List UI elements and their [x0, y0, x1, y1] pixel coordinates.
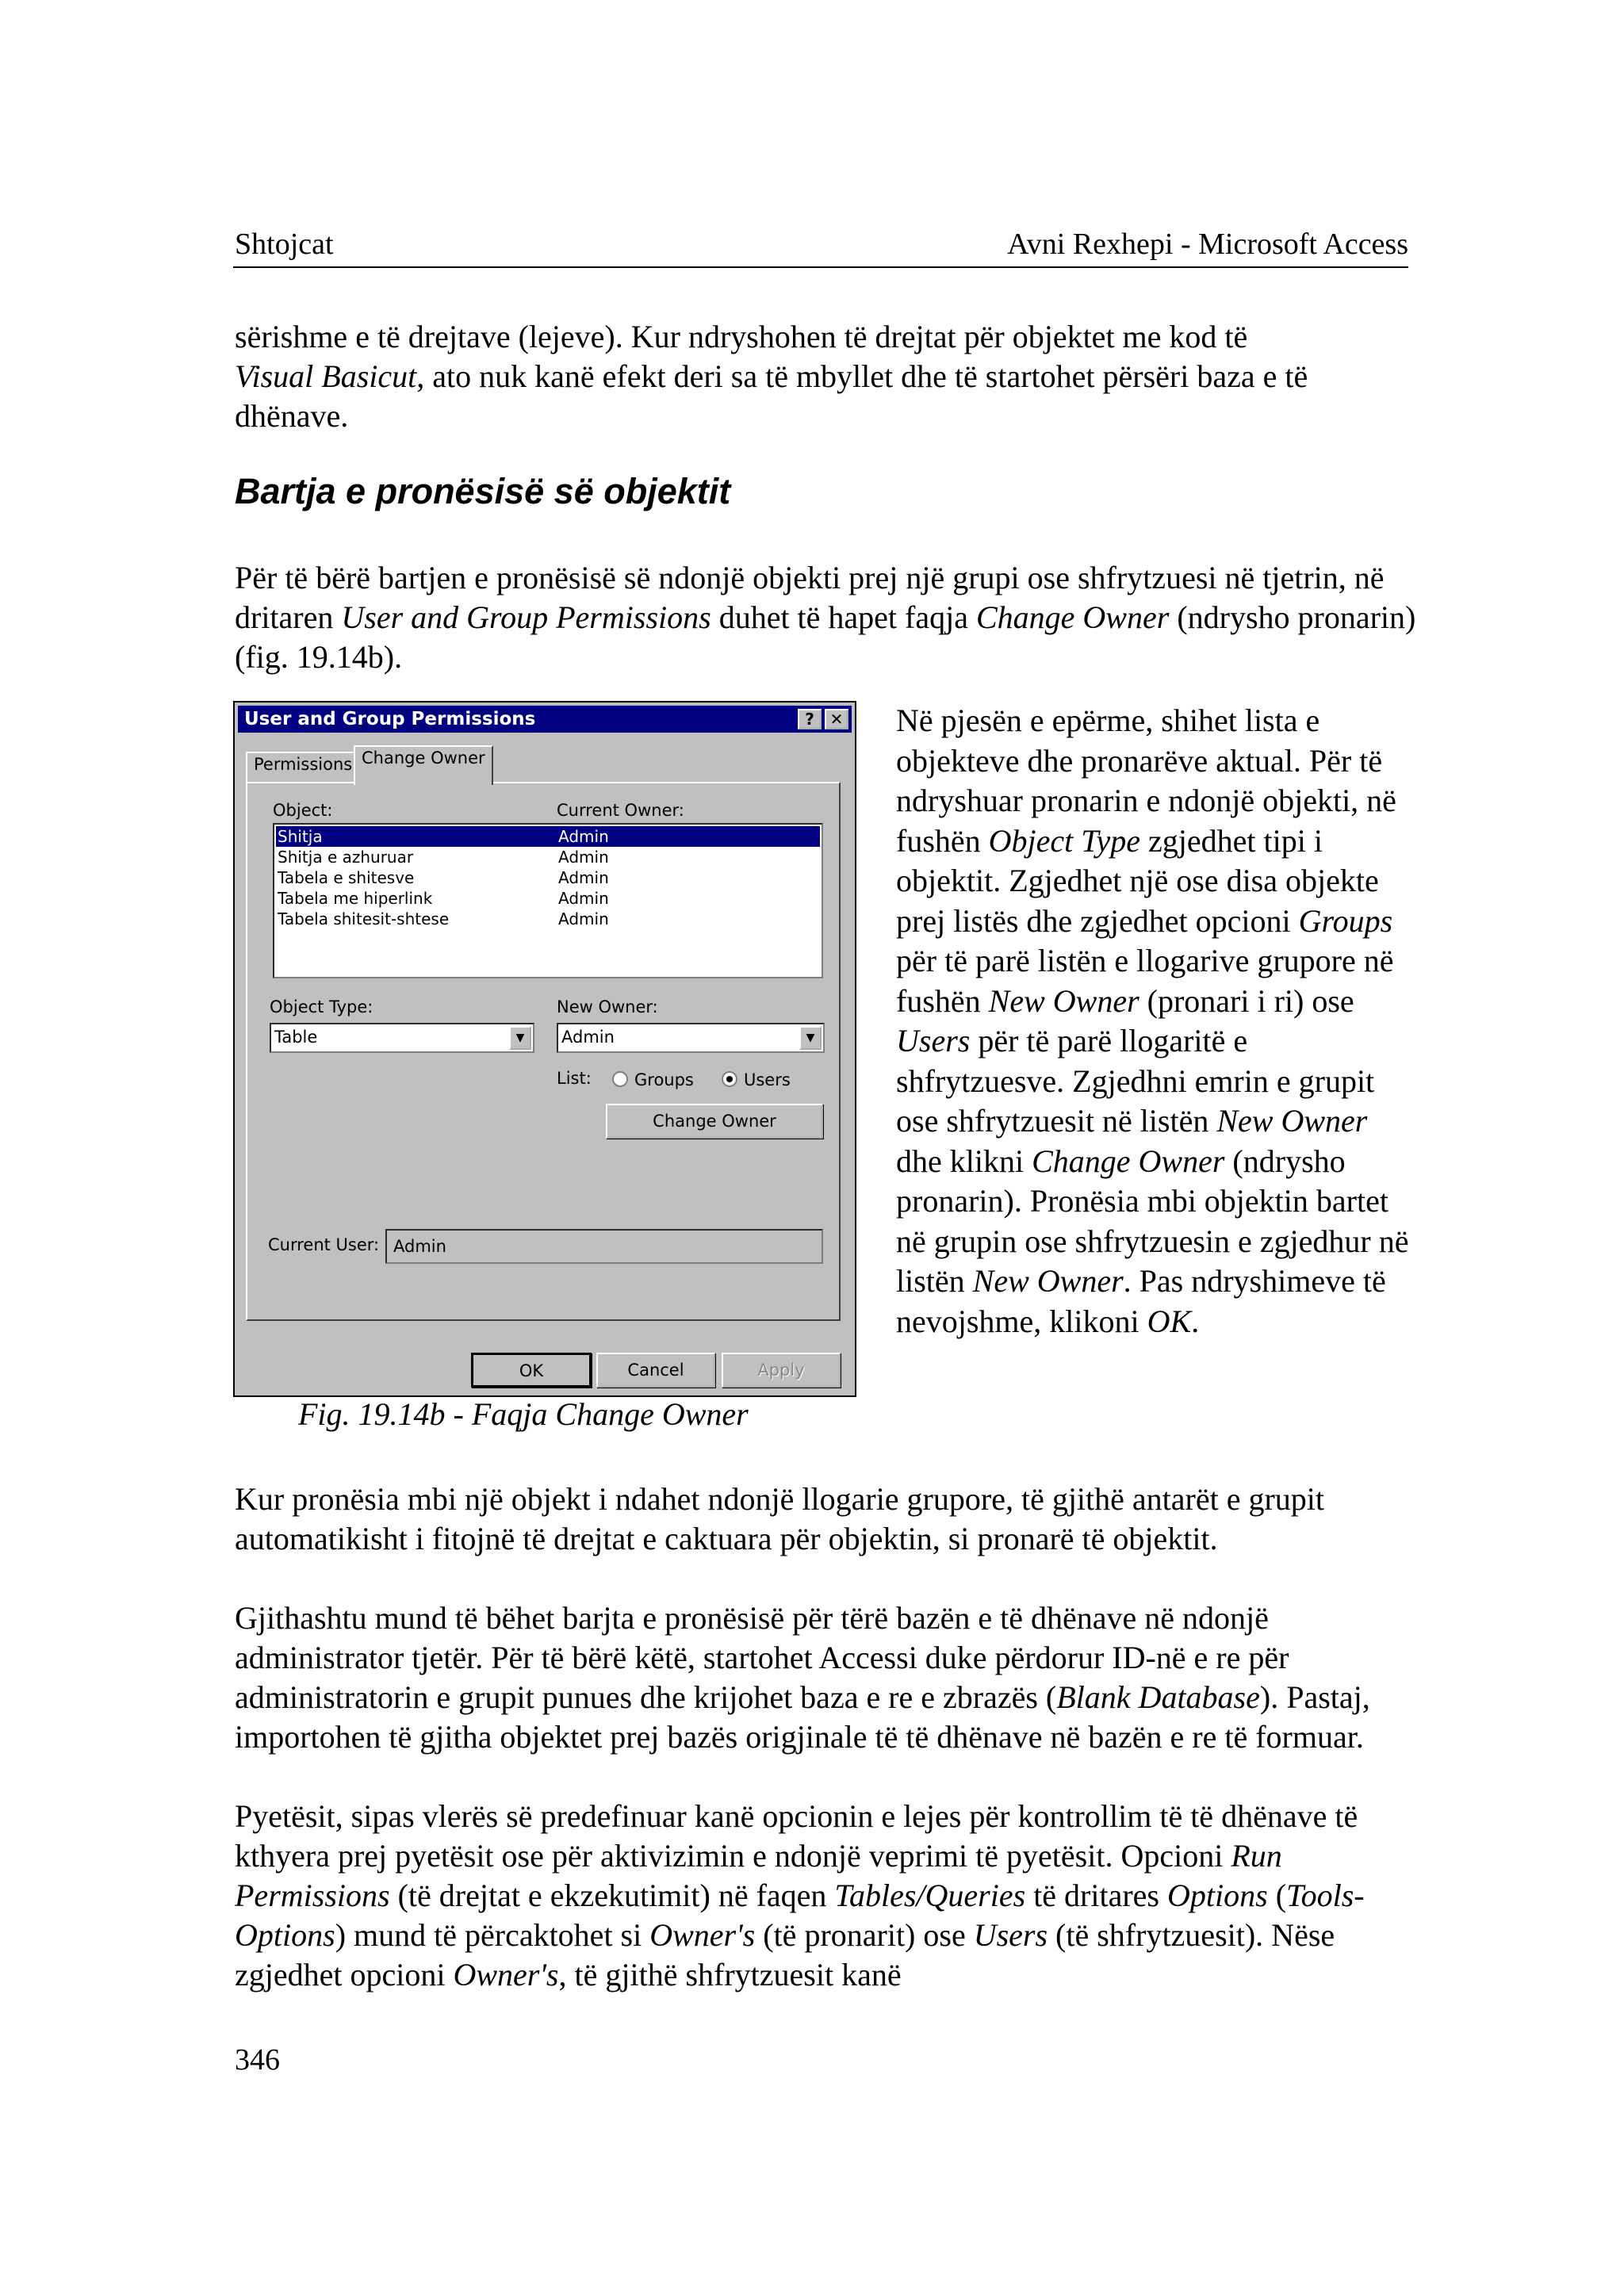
cancel-button[interactable]: Cancel	[596, 1353, 715, 1388]
object-owner: Admin	[558, 868, 609, 887]
running-header	[233, 224, 1408, 268]
object-owner: Admin	[558, 827, 609, 846]
dialog-titlebar	[238, 706, 852, 733]
apply-button[interactable]: Apply	[722, 1353, 841, 1388]
users-radio-label: Users	[744, 1070, 791, 1089]
list-item[interactable]	[276, 867, 820, 888]
section-heading: Bartja e pronësisë së objektit	[235, 471, 731, 511]
help-button[interactable]: ?	[798, 709, 822, 729]
intro-paragraph: sërishme e të drejtave (lejeve). Kur ndryshohen të drejtat për objektet me kod të Visual Basicut, ato nuk kanë efekt deri sa të mbyllet dhe të startohet përsëri baza e të dhënave.	[235, 319, 1308, 434]
paragraph-3: Gjithashtu mund të bëhet barjta e pronësisë për tërë bazën e të dhënave në ndonjë administrator tjetër. Për të bërë këtë, startohet Accessi duke përdorur ID-në e re për administratorin e grupit punues dhe krijohet baza e re e zbrazës (Blank Database). Pastaj, importohen të gjitha objektet prej bazës origjinale të të dhënave në bazën e re të formuar.	[235, 1600, 1370, 1755]
object-owner: Admin	[558, 848, 609, 867]
tab-change-owner[interactable]: Change Owner	[354, 745, 493, 785]
side-paragraph: Në pjesën e epërme, shihet lista e objekteve dhe pronarëve aktual. Për të ndryshuar pronarin e ndonjë objekti, në fushën Object Type zgjedhet tipi i objektit. Zgjedhet një ose disa objekte prej listës dhe zgjedhet opcioni Groups për të parë listën e llogarive grupore në fushën New Owner (pronari i ri) ose Users për të parë llogaritë e shfrytzuesve. Zgjedhni emrin e grupit ose shfrytzuesit në listën New Owner dhe klikni Change Owner (ndrysho pronarin). Pronësia mbi objektin bartet në grupin ose shfrytzuesin e zgjedhur në listën New Owner. Pas ndryshimeve të nevojshme, klikoni OK.	[896, 702, 1409, 1339]
object-name: Tabela me hiperlink	[278, 889, 433, 908]
object-owner: Admin	[558, 909, 609, 928]
current-user-field: Admin	[385, 1229, 823, 1264]
current-owner-label: Current Owner:	[557, 801, 684, 820]
current-user-label: Current User:	[268, 1235, 380, 1254]
change-owner-button[interactable]: Change Owner	[606, 1104, 823, 1139]
object-name: Shitja e azhuruar	[278, 848, 414, 867]
object-name: Tabela shitesit-shtese	[278, 909, 450, 928]
new-owner-label: New Owner:	[557, 997, 658, 1016]
object-type-value: Table	[274, 1028, 318, 1047]
object-label: Object:	[273, 801, 333, 820]
paragraph-2: Kur pronësia mbi një objekt i ndahet ndonjë llogarie grupore, të gjithë antarët e grupit automatikisht i fitojnë të drejtat e caktuara për objektin, si pronarë të objektit.	[235, 1481, 1325, 1556]
paragraph-4: Pyetësit, sipas vlerës së predefinuar kanë opcionin e lejes për kontrollim të të dhënave të kthyera prej pyetësit ose për aktivizimin e ndonjë veprimi të pyetësit. Opcioni Run Permissions (të drejtat e ekzekutimit) në faqen Tables/Queries të dritares Options (Tools-Options) mund të përcaktohet si Owner's (të pronarit) ose Users (të shfrytzuesit). Nëse zgjedhet opcioni Owner's, të gjithë shfrytzuesit kanë	[235, 1798, 1365, 1992]
users-radio[interactable]	[722, 1071, 737, 1087]
object-name: Tabela e shitesve	[278, 868, 415, 887]
page-number: 346	[235, 2043, 280, 2077]
ok-button[interactable]: OK	[471, 1353, 592, 1388]
list-item[interactable]	[276, 888, 820, 909]
dropdown-arrow-icon[interactable]: ▼	[509, 1026, 531, 1050]
dialog-title: User and Group Permissions	[244, 709, 536, 729]
paragraph-1: Për të bërë bartjen e pronësisë së ndonjë objekti prej një grupi ose shfrytzuesi në tjetrin, në dritaren User and Group Permissions duhet të hapet faqja Change Owner (ndrysho pronarin) (fig. 19.14b).	[235, 560, 1416, 675]
dropdown-arrow-icon[interactable]: ▼	[799, 1026, 822, 1050]
figure-caption: Fig. 19.14b - Faqja Change Owner	[298, 1396, 749, 1432]
list-label: List:	[557, 1069, 592, 1088]
object-type-select[interactable]	[270, 1023, 534, 1053]
tab-permissions[interactable]: Permissions	[246, 752, 360, 783]
object-type-label: Object Type:	[270, 997, 373, 1016]
object-list[interactable]	[273, 823, 823, 978]
new-owner-select[interactable]	[557, 1023, 825, 1053]
user-group-permissions-dialog	[233, 701, 856, 1397]
header-section-title: Shtojcat	[235, 228, 334, 261]
list-item[interactable]	[276, 847, 820, 867]
close-button[interactable]: ✕	[825, 709, 848, 729]
groups-radio-label: Groups	[634, 1070, 694, 1089]
groups-radio[interactable]	[612, 1071, 628, 1087]
object-owner: Admin	[558, 889, 609, 908]
list-item[interactable]	[276, 826, 820, 847]
header-book-title: Avni Rexhepi - Microsoft Access	[1007, 228, 1408, 261]
new-owner-value: Admin	[561, 1028, 615, 1047]
list-item[interactable]	[276, 909, 820, 929]
object-name: Shitja	[278, 827, 323, 846]
